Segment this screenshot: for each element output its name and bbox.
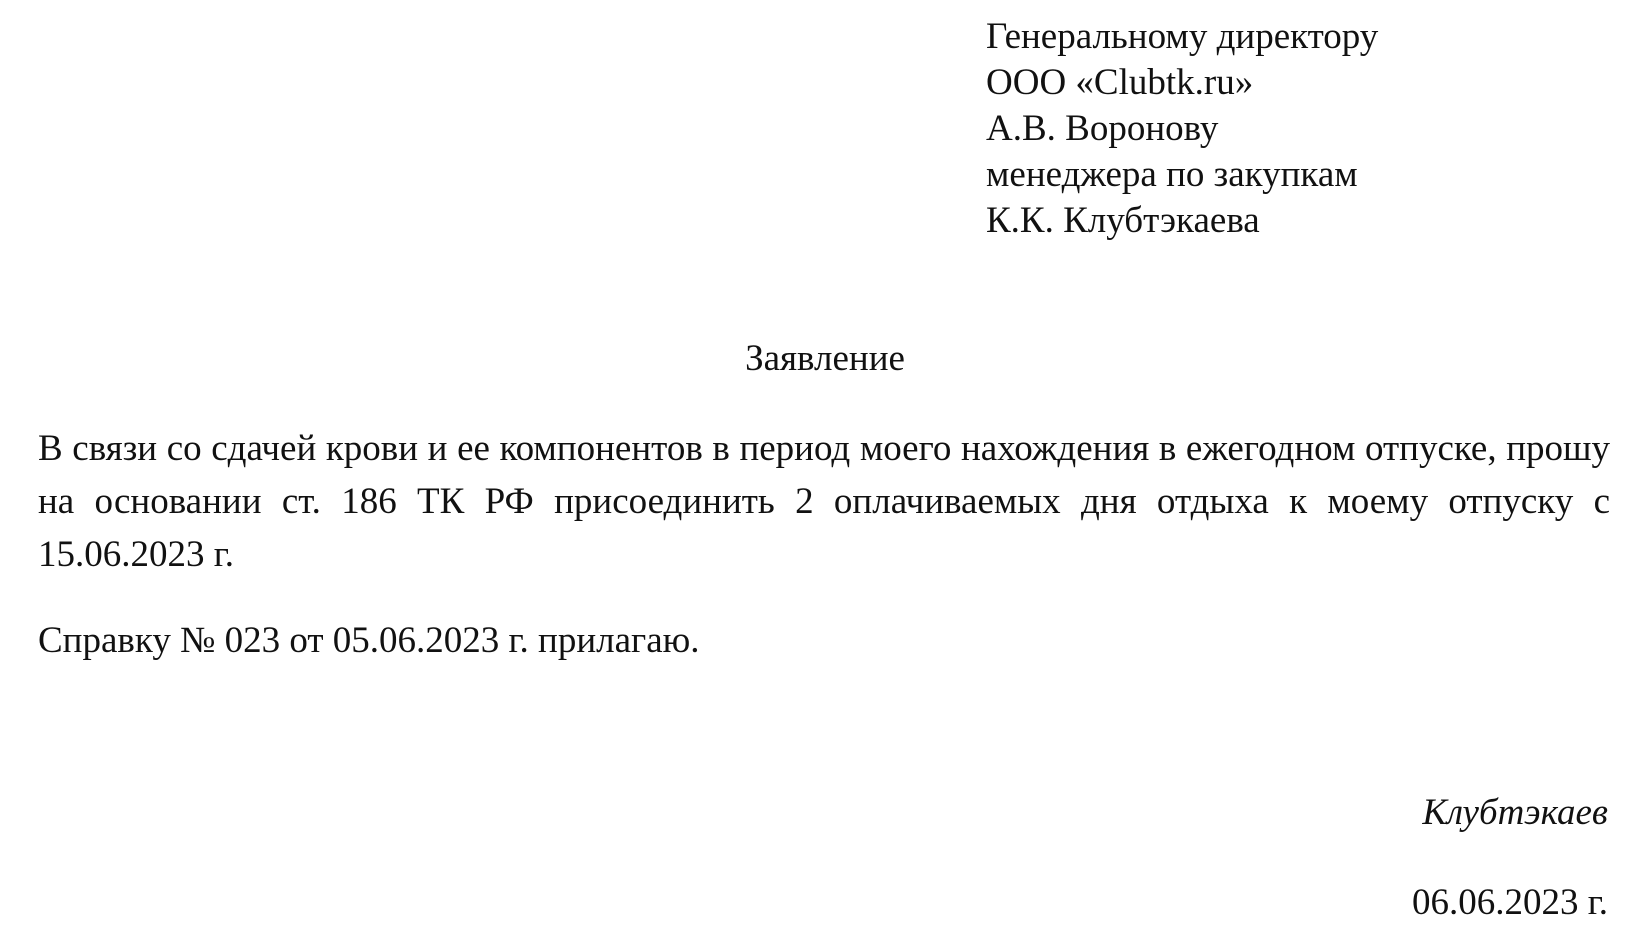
addressee-name: А.В. Воронову bbox=[986, 108, 1219, 149]
applicant-name: К.К. Клубтэкаева bbox=[986, 200, 1260, 241]
document-title: Заявление bbox=[745, 338, 905, 379]
document-date: 06.06.2023 г. bbox=[1411, 882, 1608, 923]
attachment-note: Справку № 023 от 05.06.2023 г. прилагаю. bbox=[38, 620, 700, 661]
signature: Клубтэкаев bbox=[1422, 792, 1608, 833]
applicant-position: менеджера по закупкам bbox=[986, 154, 1358, 195]
request-paragraph: В связи со сдачей крови и ее компонентов в период моего нахождения в ежегодном отпуске, прошу на основании ст. 186 ТК РФ присоединить 2 оплачиваемых дня отдыха к моему отпуску с 15.06.2023 г. bbox=[38, 428, 1610, 575]
addressee-company: ООО «Clubtk.ru» bbox=[986, 62, 1254, 103]
addressee-position: Генеральному директору bbox=[986, 16, 1379, 57]
addressee-block bbox=[986, 14, 1378, 244]
